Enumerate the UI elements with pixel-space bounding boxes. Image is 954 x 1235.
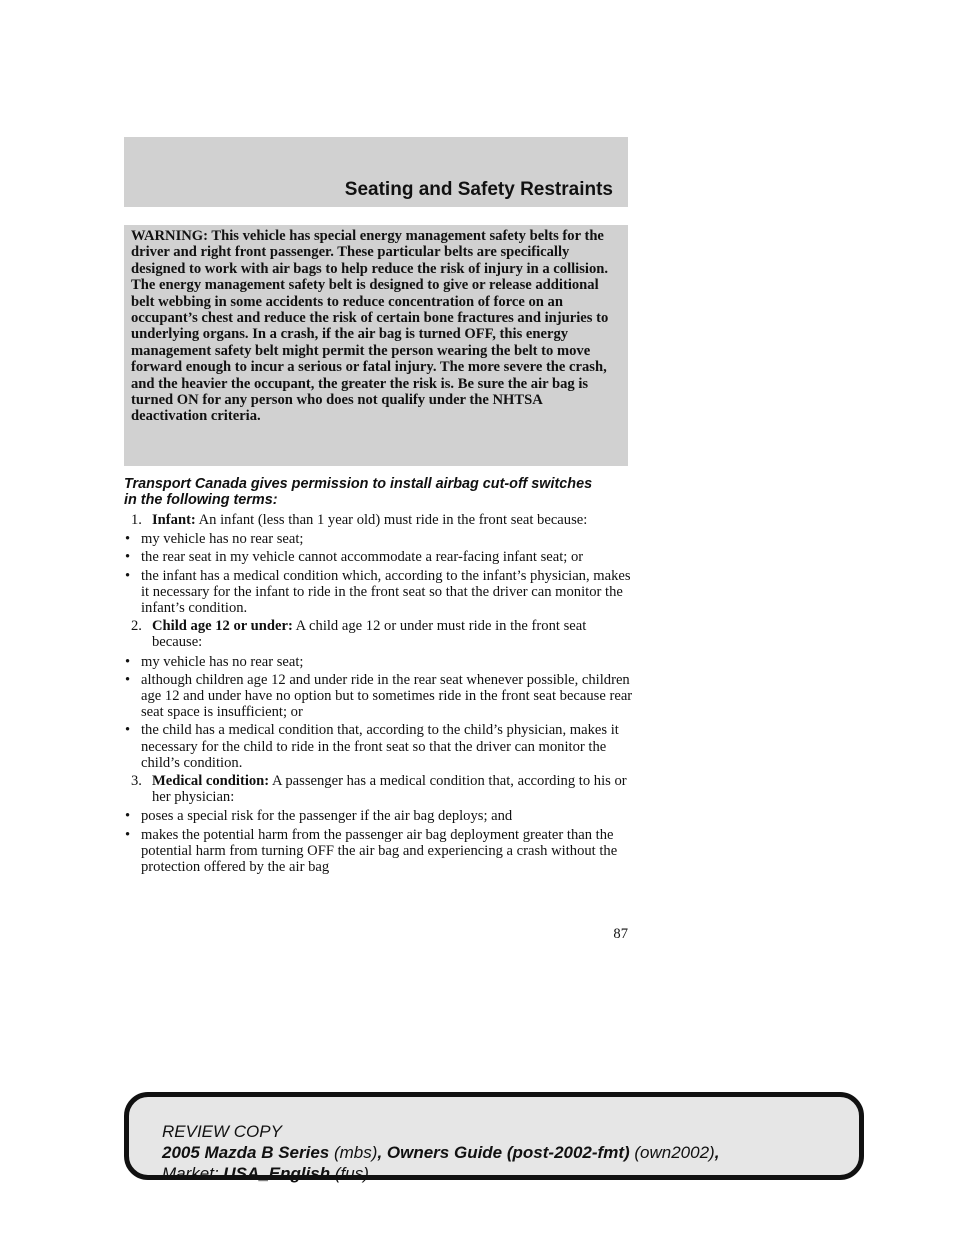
bullet-text: my vehicle has no rear seat; xyxy=(141,531,304,548)
bullet-text: the infant has a medical condition which, according to the infant’s physician, makes it necessary for the infant to ride in the front seat so that the driver can monitor the infant’s condition. xyxy=(141,567,631,617)
guide-name: Owners Guide (post-2002-fmt) xyxy=(386,1143,630,1162)
bullet-icon: • xyxy=(125,653,131,670)
warning-box xyxy=(124,225,628,466)
page-number: 87 xyxy=(613,926,628,942)
numbered-item-child xyxy=(124,618,634,650)
item-text: An infant (less than 1 year old) must ride in the front seat because: xyxy=(195,512,588,528)
model-code: (mbs) xyxy=(329,1143,378,1162)
guide-code: (own2002) xyxy=(629,1143,715,1162)
bullet-text: although children age 12 and under ride in the rear seat whenever possible, children age 12 and under have no option but to sometimes ride in the front seat because rear seat space is insufficient; or xyxy=(141,671,633,721)
bullet-text: the child has a medical condition that, according to the child’s physician, makes it necessary for the child to ride in the front seat so that the driver can monitor the child’s condition. xyxy=(141,722,619,771)
bullet-text: poses a special risk for the passenger if the air bag deploys; and xyxy=(141,808,513,825)
item-number: 1. xyxy=(131,512,142,528)
section-header-band xyxy=(124,137,628,207)
list-item xyxy=(124,827,634,876)
item-text: A child age 12 or under must ride in the front seat because: xyxy=(152,618,587,651)
item-number: 2. xyxy=(131,618,142,635)
bullet-icon: • xyxy=(125,671,131,688)
review-label: REVIEW COPY xyxy=(162,1122,282,1141)
bullet-text: makes the potential harm from the passenger air bag deployment greater than the potential harm from turning OFF the air bag and experiencing a crash without the protection offered by the air bag xyxy=(141,826,618,876)
numbered-item-medical xyxy=(124,773,634,805)
model-name: 2005 Mazda B Series xyxy=(162,1143,330,1162)
bullet-icon: • xyxy=(125,722,131,739)
section-title: Seating and Safety Restraints xyxy=(344,179,613,200)
conditions-list xyxy=(124,512,634,877)
bullet-icon: • xyxy=(125,567,131,584)
bullet-icon: • xyxy=(125,808,131,825)
bullet-icon: • xyxy=(125,549,131,566)
bullet-icon: • xyxy=(125,826,131,843)
subheading: Transport Canada gives permission to install airbag cut-off switches in the following terms: xyxy=(124,476,593,508)
list-item xyxy=(124,654,634,670)
bullet-text: my vehicle has no rear seat; xyxy=(141,653,304,670)
list-item xyxy=(124,722,634,771)
review-model-line xyxy=(162,1142,859,1163)
numbered-item-infant xyxy=(124,512,634,528)
list-item xyxy=(124,808,634,824)
item-number: 3. xyxy=(131,773,142,790)
review-copy-box xyxy=(124,1092,864,1183)
bullet-text: the rear seat in my vehicle cannot accommodate a rear-facing infant seat; or xyxy=(141,549,584,566)
item-term: Child age 12 or under: xyxy=(152,618,293,635)
separator: , xyxy=(714,1143,720,1162)
warning-text: WARNING: This vehicle has special energy management safety belts for the driver and right front passenger. These particular belts are specifically designed to work with air bags to help reduce the risk of injury in a collision. The energy management safety belt is designed to give or release additional belt webbing in some accidents to reduce concentration of force on an occupant’s chest and reduce the risk of certain bone fractures and injuries to underlying organs. In a crash, if the air bag is turned OFF, this energy management safety belt might permit the person wearing the belt to move forward enough to incur a serious or fatal injury. The more severe the crash, and the heavier the occupant, the greater the risk is. Be sure the air bag is turned ON for any person who does not qualify under the NHTSA deactivation criteria. xyxy=(131,228,609,425)
list-item xyxy=(124,531,634,547)
item-term: Medical condition: xyxy=(152,773,270,790)
item-term: Infant: xyxy=(152,512,196,528)
bullet-icon: • xyxy=(125,531,131,548)
list-item xyxy=(124,568,634,617)
list-item xyxy=(124,549,634,565)
market-name: USA_English xyxy=(223,1164,331,1183)
market-label: Market: xyxy=(162,1164,224,1183)
list-item xyxy=(124,672,634,721)
separator: , xyxy=(377,1143,387,1162)
market-code: (fus) xyxy=(330,1164,369,1183)
review-market-line xyxy=(162,1163,859,1184)
item-text: A passenger has a medical condition that, according to his or her physician: xyxy=(152,773,627,806)
